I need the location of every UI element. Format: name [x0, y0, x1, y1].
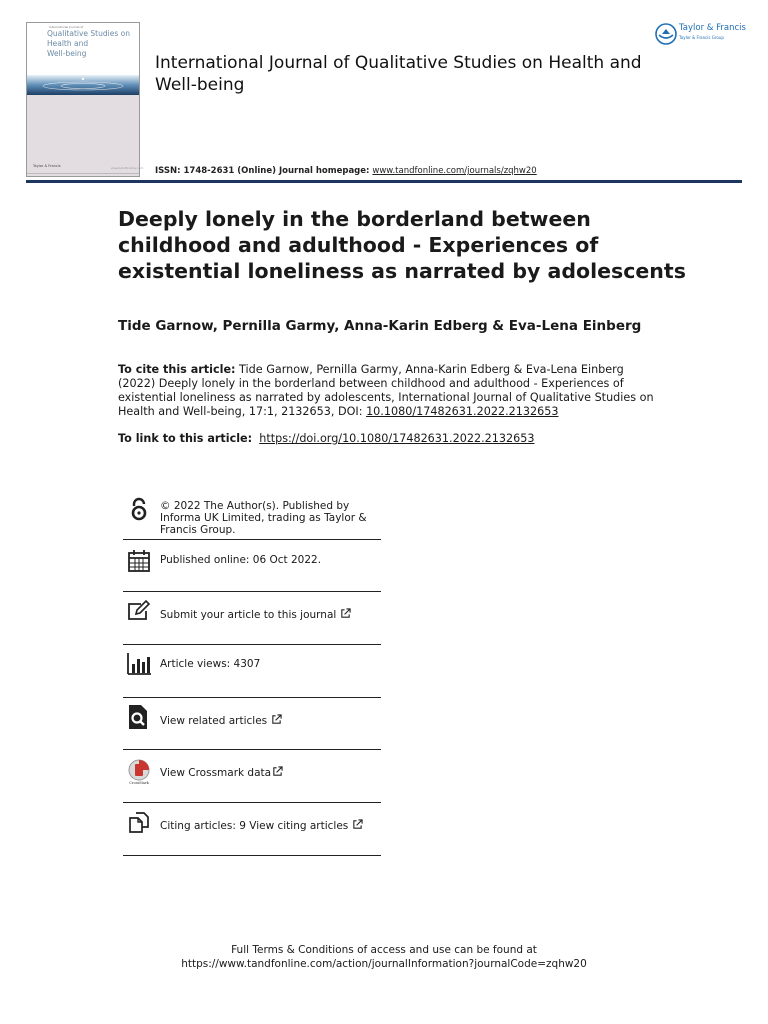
footer-terms-link[interactable]: https://www.tandfonline.com/action/journalInformation?journalCode=zqhw20 [181, 958, 587, 970]
edit-icon [126, 599, 152, 625]
bar-chart-icon [126, 651, 152, 677]
citing-articles-link[interactable] [160, 819, 385, 832]
submit-article-label: Submit your article to this journal [160, 609, 337, 621]
copyright-item [123, 495, 381, 540]
published-text: Published online: 06 Oct 2022. [160, 554, 322, 566]
external-link-icon [352, 819, 363, 830]
cover-title-line: Qualitative Studies on [47, 29, 130, 38]
article-link-line [118, 432, 534, 445]
external-link-icon [272, 766, 283, 777]
article-link[interactable]: https://doi.org/10.1080/17482631.2022.2132653 [259, 432, 535, 445]
cover-url: www.tandfonline.com [111, 166, 144, 170]
item-divider [123, 855, 381, 856]
article-views-item [123, 645, 381, 698]
citation-block [118, 363, 663, 419]
crossmark-item[interactable] [123, 750, 381, 803]
crossmark-label: CrossMark [129, 781, 149, 785]
article-views-text: Article views: 4307 [160, 658, 261, 670]
cover-title-line: Well-being [47, 49, 87, 58]
article-authors: Tide Garnow, Pernilla Garmy, Anna-Karin Edberg & Eva-Lena Einberg [118, 318, 642, 334]
citation-text: Tide Garnow, Pernilla Garmy, Anna-Karin Edberg & Eva-Lena Einberg (2022) Deeply lonely in the borderland between childhood and adulthood - Experiences of existential loneliness as narrated by adolescents, International Journal of Qualitative Studies on Health and Well-being, 17:1, 2132653, DOI: [118, 363, 654, 418]
open-access-icon [126, 497, 152, 523]
footer [0, 943, 768, 971]
published-item [123, 540, 381, 592]
publisher-subname: Taylor & Francis Group [679, 35, 724, 40]
journal-cover [26, 22, 144, 177]
citation-label: To cite this article: [118, 363, 236, 376]
submit-article-item[interactable] [123, 592, 381, 645]
cover-divider [27, 173, 139, 174]
header-divider [26, 180, 742, 183]
journal-homepage-link[interactable]: www.tandfonline.com/journals/zqhw20 [372, 166, 537, 176]
issn-text: ISSN: 1748-2631 (Online) Journal homepage: [155, 166, 373, 176]
cover-title-line: Health and [47, 39, 89, 48]
citing-articles-icon [126, 810, 152, 836]
footer-line-1: Full Terms & Conditions of access and use can be found at [231, 944, 537, 956]
cover-title [47, 29, 139, 59]
cover-super: International Journal of [49, 25, 84, 29]
crossmark-text: View Crossmark data [160, 767, 272, 779]
water-drop-image [27, 75, 139, 95]
publisher-logo[interactable] [655, 21, 750, 47]
related-articles-label: View related articles [160, 715, 268, 727]
calendar-icon [126, 548, 152, 574]
external-link-icon [340, 608, 351, 619]
related-articles-link[interactable] [160, 714, 385, 727]
citing-articles-item[interactable] [123, 803, 381, 856]
doi-link[interactable]: 10.1080/17482631.2022.2132653 [366, 405, 559, 418]
publisher-name: Taylor & Francis [679, 23, 746, 33]
link-label: To link to this article: [118, 432, 253, 445]
crossmark-icon [126, 759, 152, 785]
crossmark-link[interactable] [160, 766, 385, 779]
journal-title: International Journal of Qualitative Studies on Health and Well-being [155, 53, 642, 95]
external-link-icon [271, 714, 282, 725]
issn-line [155, 166, 537, 176]
related-articles-item[interactable] [123, 698, 381, 751]
publisher-logo-icon [655, 23, 677, 45]
cover-publisher: Taylor & Francis [33, 164, 61, 168]
article-title: Deeply lonely in the borderland between childhood and adulthood - Experiences of existential loneliness as narrated by adolescents [118, 207, 686, 283]
citing-articles-label: Citing articles: 9 View citing articles [160, 820, 349, 832]
search-document-icon [126, 704, 152, 730]
submit-article-link[interactable] [160, 608, 385, 621]
copyright-text: © 2022 The Author(s). Published by Informa UK Limited, trading as Taylor & Francis Group. [160, 500, 367, 536]
